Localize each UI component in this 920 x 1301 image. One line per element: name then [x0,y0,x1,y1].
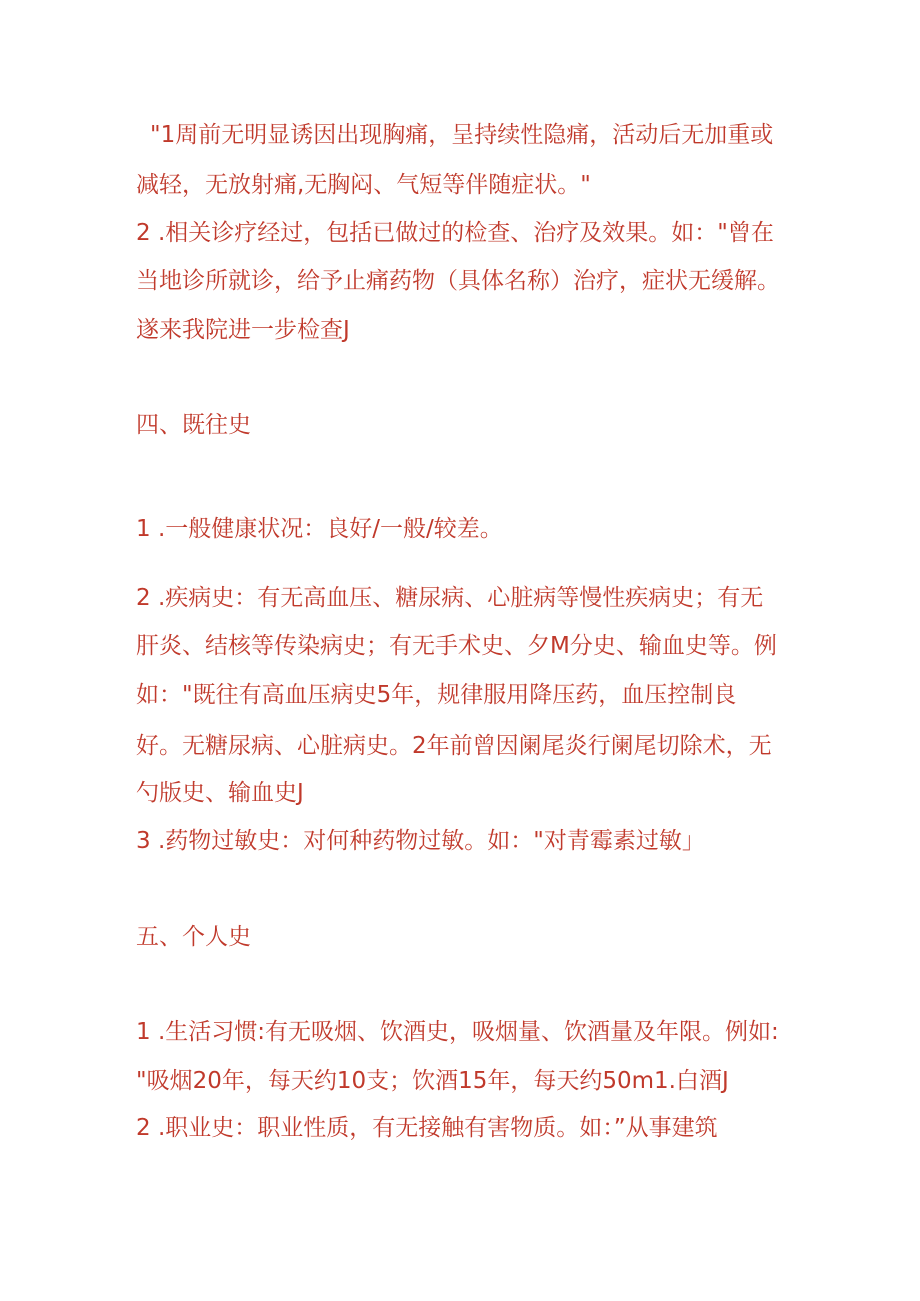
text-line: 肝炎、结核等传染病史；有无手术史、夕M分史、输血史等。例 [136,633,777,659]
text-line: 遂来我院进一步检查J [136,317,350,343]
text-line: 1 .生活习惯:有无吸烟、饮酒史，吸烟量、饮酒量及年限。例如: [136,1019,779,1045]
text-line: 2 .疾病史：有无高血压、糖尿病、心脏病等慢性疾病史；有无 [136,585,764,611]
text-line: 2 .相关诊疗经过，包括已做过的检查、治疗及效果。如："曾在 [136,220,774,246]
text-line: 减轻，无放射痛,无胸闷、气短等伴随症状。" [136,172,591,198]
text-line: "吸烟20年，每天约10支；饮酒15年，每天约50m1.白酒J [136,1068,729,1094]
text-line: 勺版史、输血史J [136,780,304,806]
section-heading-personal-history: 五、个人史 [136,924,251,950]
text-line: "1周前无明显诱因出现胸痛，呈持续性隐痛，活动后无加重或 [150,122,774,148]
text-line: 如："既往有高血压病史5年，规律服用降压药，血压控制良 [136,682,737,708]
text-line: 2 .职业史：职业性质，有无接触有害物质。如：”从事建筑 [136,1115,718,1141]
section-heading-past-history: 四、既往史 [136,412,251,438]
text-line: 3 .药物过敏史：对何种药物过敏。如："对青霉素过敏」 [136,828,705,854]
text-line: 好。无糖尿病、心脏病史。2年前曾因阑尾炎行阑尾切除术，无 [136,733,772,759]
text-line: 1 .一般健康状况：良好/一般/较差。 [136,516,503,542]
text-line: 当地诊所就诊，给予止痛药物（具体名称）治疗，症状无缓解。 [136,268,780,294]
